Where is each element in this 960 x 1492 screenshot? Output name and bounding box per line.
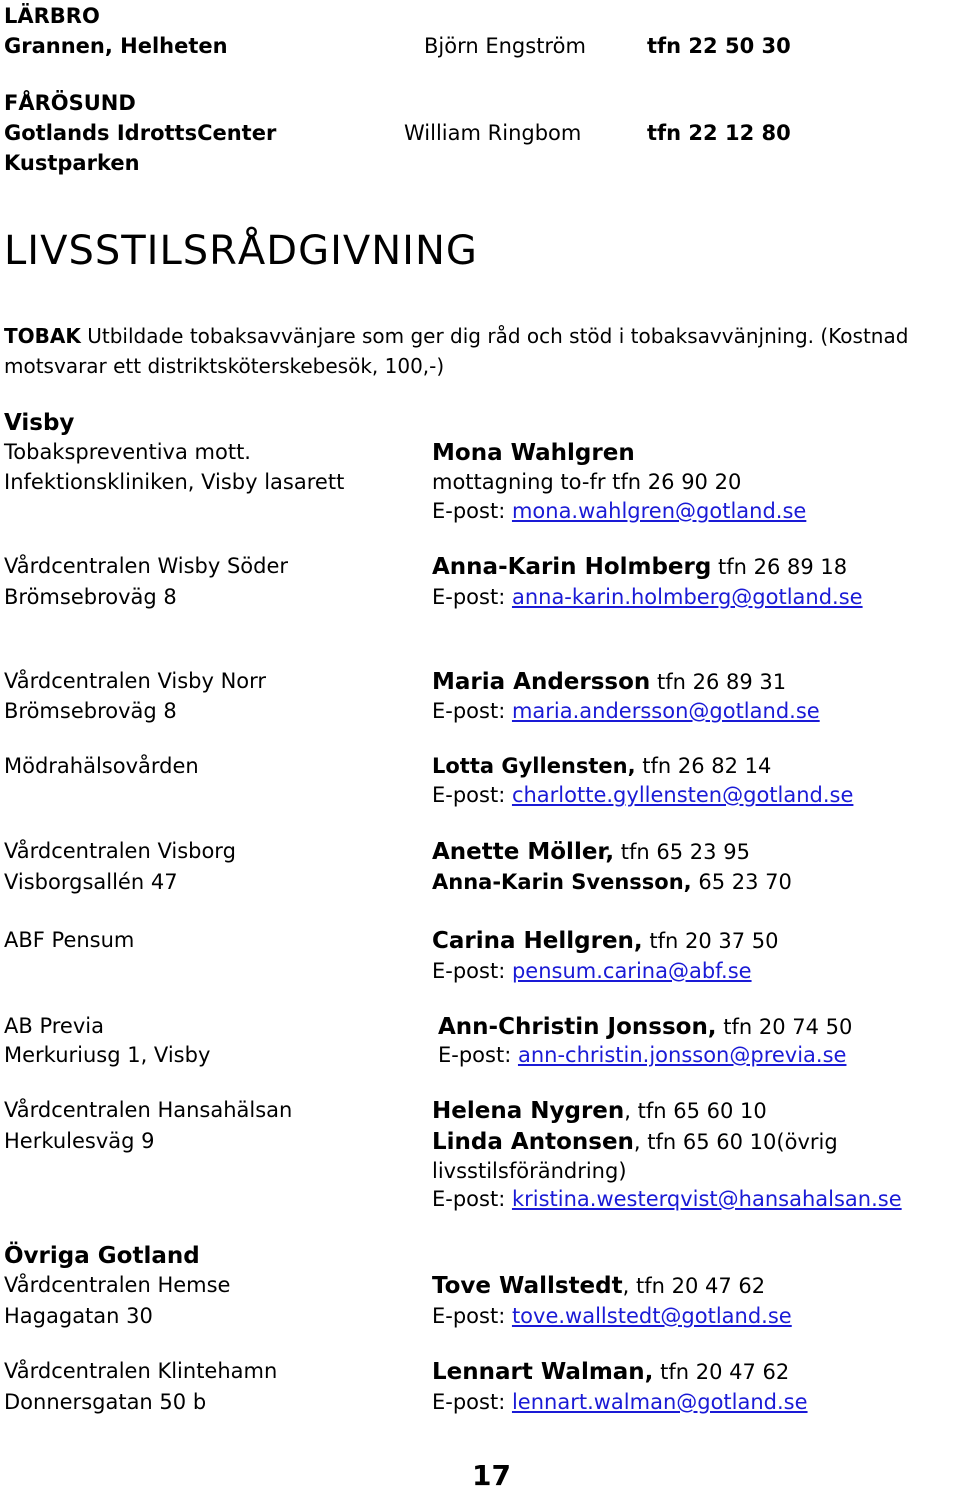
visborg-phone1: tfn 65 23 95 (614, 840, 750, 864)
norr-contact (432, 671, 786, 694)
modra-clinic: Mödrahälsovården (4, 754, 199, 778)
hansa-address: Herkulesväg 9 (4, 1129, 155, 1153)
previa-name: Ann-Christin Jonsson, (438, 1014, 717, 1040)
larbro-heading: LÄRBRO (4, 4, 100, 28)
soder-email-link[interactable]: anna-karin.holmberg@gotland.se (511, 585, 863, 609)
klinte-phone: tfn 20 47 62 (653, 1360, 790, 1384)
hansa-email-label: E-post: (432, 1187, 512, 1211)
norr-clinic: Vårdcentralen Visby Norr (4, 669, 267, 693)
klinte-email-label: E-post: (432, 1390, 512, 1414)
norr-email-link[interactable]: maria.andersson@gotland.se (511, 699, 820, 723)
visborg-address: Visborgsallén 47 (4, 870, 178, 894)
hemse-email-label: E-post: (432, 1304, 512, 1328)
visborg-contact1 (432, 841, 750, 864)
abf-email-label: E-post: (432, 959, 512, 983)
ovriga-heading: Övriga Gotland (4, 1243, 200, 1269)
soder-clinic: Vårdcentralen Wisby Söder (4, 554, 289, 578)
larbro-venue: Grannen, Helheten (4, 34, 228, 58)
previa-address: Merkuriusg 1, Visby (4, 1043, 211, 1067)
hansa-phone2: , tfn 65 60 10(övrig (633, 1130, 838, 1154)
abf-email-row (432, 961, 752, 982)
visborg-phone2: 65 23 70 (691, 870, 792, 894)
larbro-person: Björn Engström (424, 34, 586, 58)
hansa-note: livsstilsförändring) (432, 1159, 627, 1183)
tobak-paragraph-line1 (4, 326, 908, 346)
modra-contact (432, 756, 771, 777)
visby-infektion: Infektionskliniken, Visby lasarett (4, 470, 345, 494)
soder-name: Anna-Karin Holmberg (432, 554, 712, 580)
tobak-text-line1: Utbildade tobaksavvänjare som ger dig råd och stöd i tobaksavvänjning. (Kostnad (80, 324, 909, 348)
soder-phone: tfn 26 89 18 (711, 555, 848, 579)
previa-email-label: E-post: (438, 1043, 518, 1067)
hansa-email-row (432, 1189, 902, 1210)
visby-heading: Visby (4, 410, 75, 436)
previa-email-row (438, 1045, 846, 1066)
hansa-clinic: Vårdcentralen Hansahälsan (4, 1098, 293, 1122)
modra-email-row (432, 785, 853, 806)
norr-phone: tfn 26 89 31 (650, 670, 787, 694)
farosund-venue: Gotlands IdrottsCenter (4, 121, 277, 145)
hemse-email-row (432, 1306, 792, 1327)
farosund-phone: tfn 22 12 80 (647, 121, 791, 145)
norr-email-row (432, 701, 820, 722)
mona-email-label: E-post: (432, 499, 512, 523)
page-number: 17 (472, 1459, 511, 1492)
visborg-name1: Anette Möller, (432, 839, 615, 865)
modra-phone: tfn 26 82 14 (635, 754, 772, 778)
mona-email-link[interactable]: mona.wahlgren@gotland.se (511, 499, 807, 523)
soder-email-label: E-post: (432, 585, 512, 609)
norr-email-label: E-post: (432, 699, 512, 723)
previa-phone: tfn 20 74 50 (716, 1015, 853, 1039)
hansa-email-link[interactable]: kristina.westerqvist@hansahalsan.se (511, 1187, 902, 1211)
visborg-name2: Anna-Karin Svensson, (432, 870, 692, 894)
mona-name: Mona Wahlgren (432, 440, 635, 466)
tobak-label: TOBAK (4, 324, 81, 348)
modra-name: Lotta Gyllensten, (432, 754, 636, 778)
hemse-email-link[interactable]: tove.wallstedt@gotland.se (511, 1304, 792, 1328)
norr-name: Maria Andersson (432, 669, 651, 695)
previa-email-link[interactable]: ann-christin.jonsson@previa.se (517, 1043, 847, 1067)
visby-tobak-mott: Tobakspreventiva mott. (4, 440, 251, 464)
abf-email-link[interactable]: pensum.carina@abf.se (511, 959, 752, 983)
previa-clinic: AB Previa (4, 1014, 104, 1038)
mona-phone: mottagning to-fr tfn 26 90 20 (432, 470, 742, 494)
farosund-venue2: Kustparken (4, 151, 140, 175)
visborg-contact2 (432, 872, 792, 893)
abf-name: Carina Hellgren, (432, 928, 643, 954)
section-title: LIVSSTILSRÅDGIVNING (4, 228, 478, 274)
hemse-clinic: Vårdcentralen Hemse (4, 1273, 231, 1297)
soder-address: Brömsebroväg 8 (4, 585, 177, 609)
hemse-name: Tove Wallstedt (432, 1273, 623, 1299)
klinte-address: Donnersgatan 50 b (4, 1390, 207, 1414)
hansa-contact1 (432, 1100, 767, 1123)
modra-email-label: E-post: (432, 783, 512, 807)
previa-contact (438, 1016, 852, 1039)
hansa-phone1: , tfn 65 60 10 (624, 1099, 767, 1123)
larbro-phone: tfn 22 50 30 (647, 34, 791, 58)
klinte-contact (432, 1361, 789, 1384)
soder-email-row (432, 587, 863, 608)
abf-clinic: ABF Pensum (4, 928, 135, 952)
norr-address: Brömsebroväg 8 (4, 699, 177, 723)
soder-contact (432, 556, 847, 579)
klinte-clinic: Vårdcentralen Klintehamn (4, 1359, 278, 1383)
hansa-contact2 (432, 1131, 838, 1154)
visborg-clinic: Vårdcentralen Visborg (4, 839, 236, 863)
hemse-contact (432, 1275, 765, 1298)
hansa-name1: Helena Nygren (432, 1098, 625, 1124)
farosund-person: William Ringbom (404, 121, 582, 145)
mona-email-row (432, 501, 806, 522)
tobak-text-line2: motsvarar ett distriktsköterskebesök, 100,-) (4, 354, 445, 378)
hansa-name2: Linda Antonsen (432, 1129, 634, 1155)
hemse-address: Hagagatan 30 (4, 1304, 153, 1328)
abf-phone: tfn 20 37 50 (642, 929, 779, 953)
abf-contact (432, 930, 778, 953)
klinte-email-link[interactable]: lennart.walman@gotland.se (511, 1390, 808, 1414)
klinte-name: Lennart Walman, (432, 1359, 654, 1385)
hemse-phone: , tfn 20 47 62 (622, 1274, 766, 1298)
modra-email-link[interactable]: charlotte.gyllensten@gotland.se (511, 783, 854, 807)
farosund-heading: FÅRÖSUND (4, 91, 136, 115)
klinte-email-row (432, 1392, 808, 1413)
